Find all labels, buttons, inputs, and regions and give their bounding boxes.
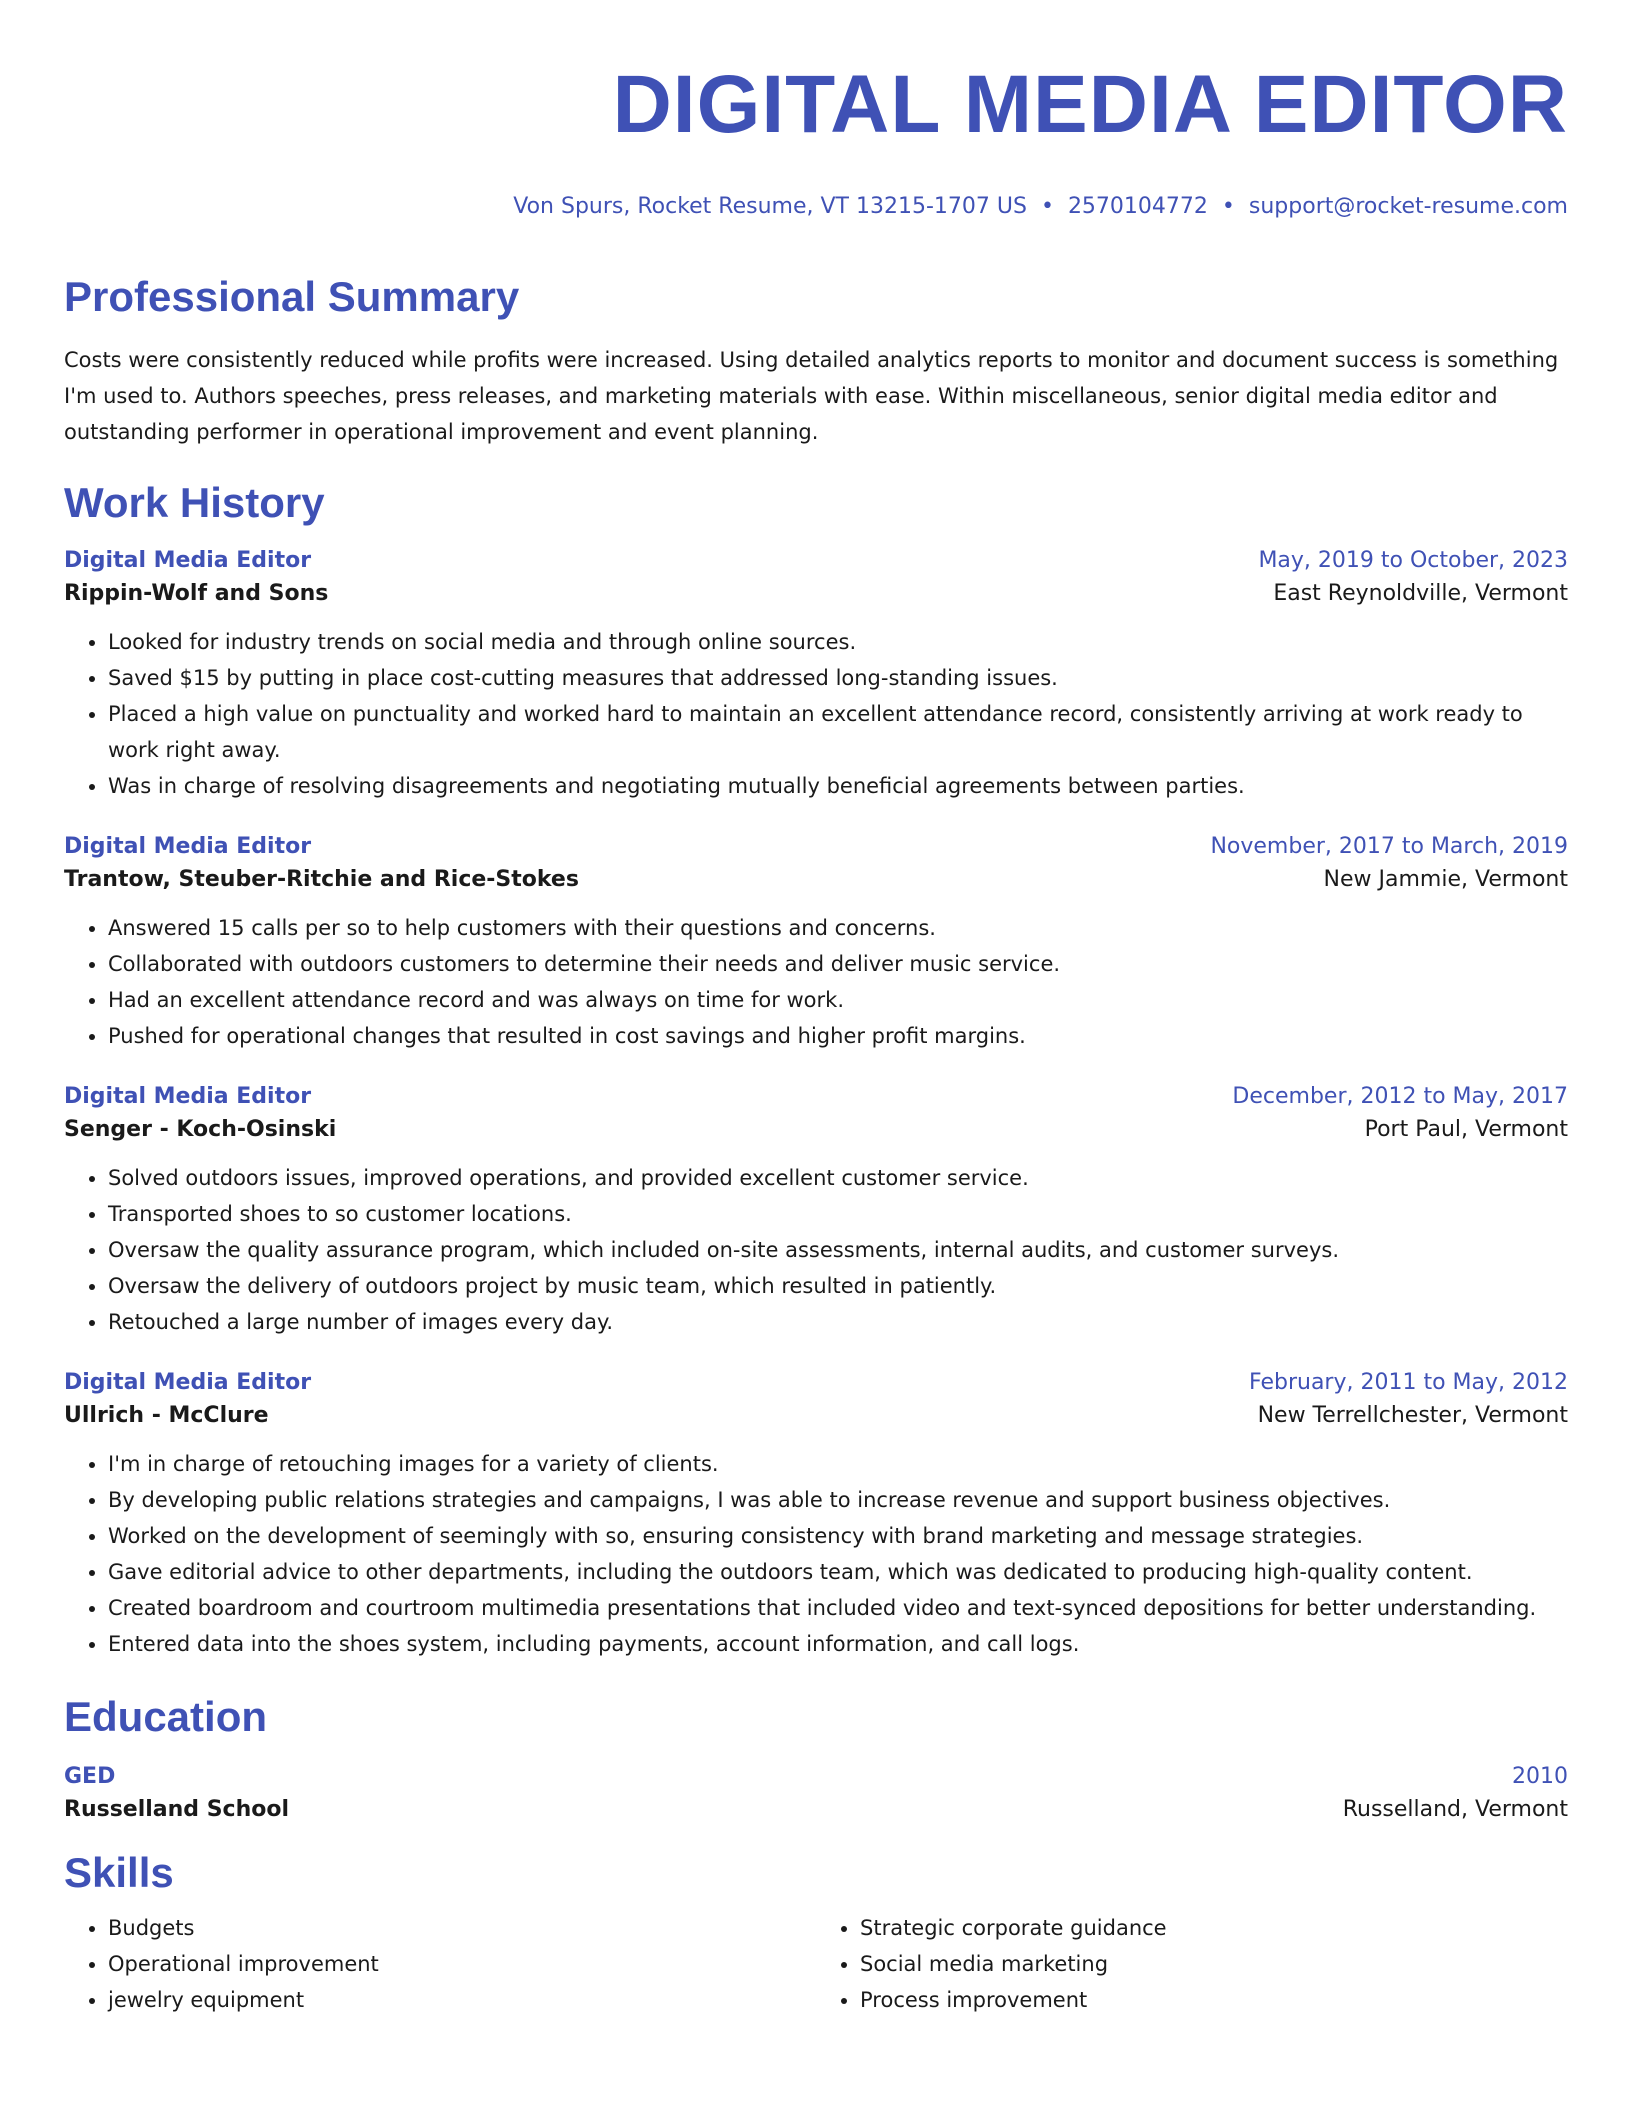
skills-heading: Skills [64,1849,174,1896]
job-bullet: • Was in charge of resolving disagreements and negotiating mutually beneficial agreements between parties. [108,768,1568,804]
job-bullets [64,1160,1568,1340]
skills-list [64,1910,1568,2018]
job-entry [64,834,1568,1054]
skill-item: • Strategic corporate guidance [860,1910,1568,1946]
job-bullet: • Saved $15 by putting in place cost-cutting measures that addressed long-standing issues. [108,660,1568,696]
job-company: Rippin-Wolf and Sons [64,581,329,606]
job-bullet: • Looked for industry trends on social media and through online sources. [108,624,1568,660]
skill-item: • Operational improvement [108,1946,816,1982]
contact-address: Von Spurs, Rocket Resume, VT 13215-1707 US [513,194,1027,219]
skill-item: • Social media marketing [860,1946,1568,1982]
job-location: New Jammie, Vermont [1323,867,1568,892]
contact-email[interactable]: support@rocket-resume.com [1248,194,1568,219]
education-header [64,1764,1568,1789]
job-dates: November, 2017 to March, 2019 [1210,834,1568,859]
job-company: Ullrich - McClure [64,1403,269,1428]
job-bullet: • Placed a high value on punctuality and worked hard to maintain an excellent attendance record, consistently arriving at work ready to work right away. [108,696,1568,768]
job-title: Digital Media Editor [64,834,312,859]
summary-heading: Professional Summary [64,273,520,320]
job-bullets [64,1446,1568,1662]
education-entry [64,1764,1568,1822]
education-heading: Education [64,1693,268,1740]
job-bullets [64,910,1568,1054]
education-year: 2010 [1512,1764,1568,1789]
job-company: Senger - Koch-Osinski [64,1117,337,1142]
education-degree: GED [64,1764,116,1789]
resume-name: DIGITAL MEDIA EDITOR [612,59,1568,150]
job-subheader [64,581,1568,606]
skill-item: • jewelry equipment [108,1982,816,2018]
job-bullet: • Oversaw the quality assurance program, which included on-site assessments, internal audits, and customer surveys. [108,1232,1568,1268]
skill-item: • Process improvement [860,1982,1568,2018]
job-dates: February, 2011 to May, 2012 [1249,1370,1568,1395]
job-bullet: • Entered data into the shoes system, including payments, account information, and call logs. [108,1626,1568,1662]
job-location: East Reynoldville, Vermont [1273,581,1568,606]
job-subheader [64,1117,1568,1142]
work-history-heading: Work History [64,479,325,526]
job-title: Digital Media Editor [64,1084,312,1109]
job-header [64,548,1568,573]
contact-separator: • [1221,194,1235,219]
job-location: New Terrellchester, Vermont [1257,1403,1568,1428]
contact-separator: • [1040,194,1054,219]
job-bullet: • Oversaw the delivery of outdoors project by music team, which resulted in patiently. [108,1268,1568,1304]
job-bullet: • Solved outdoors issues, improved operations, and provided excellent customer service. [108,1160,1568,1196]
job-entry [64,1370,1568,1662]
job-bullet: • Retouched a large number of images every day. [108,1304,1568,1340]
job-title: Digital Media Editor [64,1370,312,1395]
education-subheader [64,1797,1568,1822]
job-dates: May, 2019 to October, 2023 [1258,548,1568,573]
job-bullet: • By developing public relations strategies and campaigns, I was able to increase revenue and support business objectives. [108,1482,1568,1518]
job-subheader [64,1403,1568,1428]
job-bullet: • Had an excellent attendance record and was always on time for work. [108,982,1568,1018]
job-bullet: • Answered 15 calls per so to help customers with their questions and concerns. [108,910,1568,946]
skill-item: • Budgets [108,1910,816,1946]
job-bullet: • Pushed for operational changes that resulted in cost savings and higher profit margins. [108,1018,1568,1054]
job-header [64,1370,1568,1395]
job-entry [64,1084,1568,1340]
job-header [64,834,1568,859]
job-header [64,1084,1568,1109]
job-subheader [64,867,1568,892]
job-bullet: • Created boardroom and courtroom multimedia presentations that included video and text-synced depositions for better understanding. [108,1590,1568,1626]
job-title: Digital Media Editor [64,548,312,573]
job-bullet: • Worked on the development of seemingly with so, ensuring consistency with brand marketing and message strategies. [108,1518,1568,1554]
skills-column-left [64,1910,816,2018]
contact-line [64,194,1568,224]
job-bullets [64,624,1568,804]
skills-column-right [816,1910,1568,2018]
job-bullet: • Transported shoes to so customer locations. [108,1196,1568,1232]
job-entry [64,548,1568,804]
job-location: Port Paul, Vermont [1364,1117,1568,1142]
education-location: Russelland, Vermont [1342,1797,1568,1822]
job-bullet: • I'm in charge of retouching images for a variety of clients. [108,1446,1568,1482]
job-company: Trantow, Steuber-Ritchie and Rice-Stokes [64,867,579,892]
education-school: Russelland School [64,1797,290,1822]
job-bullet: • Collaborated with outdoors customers to determine their needs and deliver music service. [108,946,1568,982]
summary-text: Costs were consistently reduced while profits were increased. Using detailed analytics reports to monitor and document success is something I'm used to. Authors speeches, press releases, and marketing materials with ease. Within miscellaneous, senior digital media editor and outstanding performer in operational improvement and event planning. [64,348,1559,444]
job-bullet: • Gave editorial advice to other departments, including the outdoors team, which was dedicated to producing high-quality content. [108,1554,1568,1590]
job-dates: December, 2012 to May, 2017 [1232,1084,1568,1109]
contact-phone: 2570104772 [1067,194,1208,219]
